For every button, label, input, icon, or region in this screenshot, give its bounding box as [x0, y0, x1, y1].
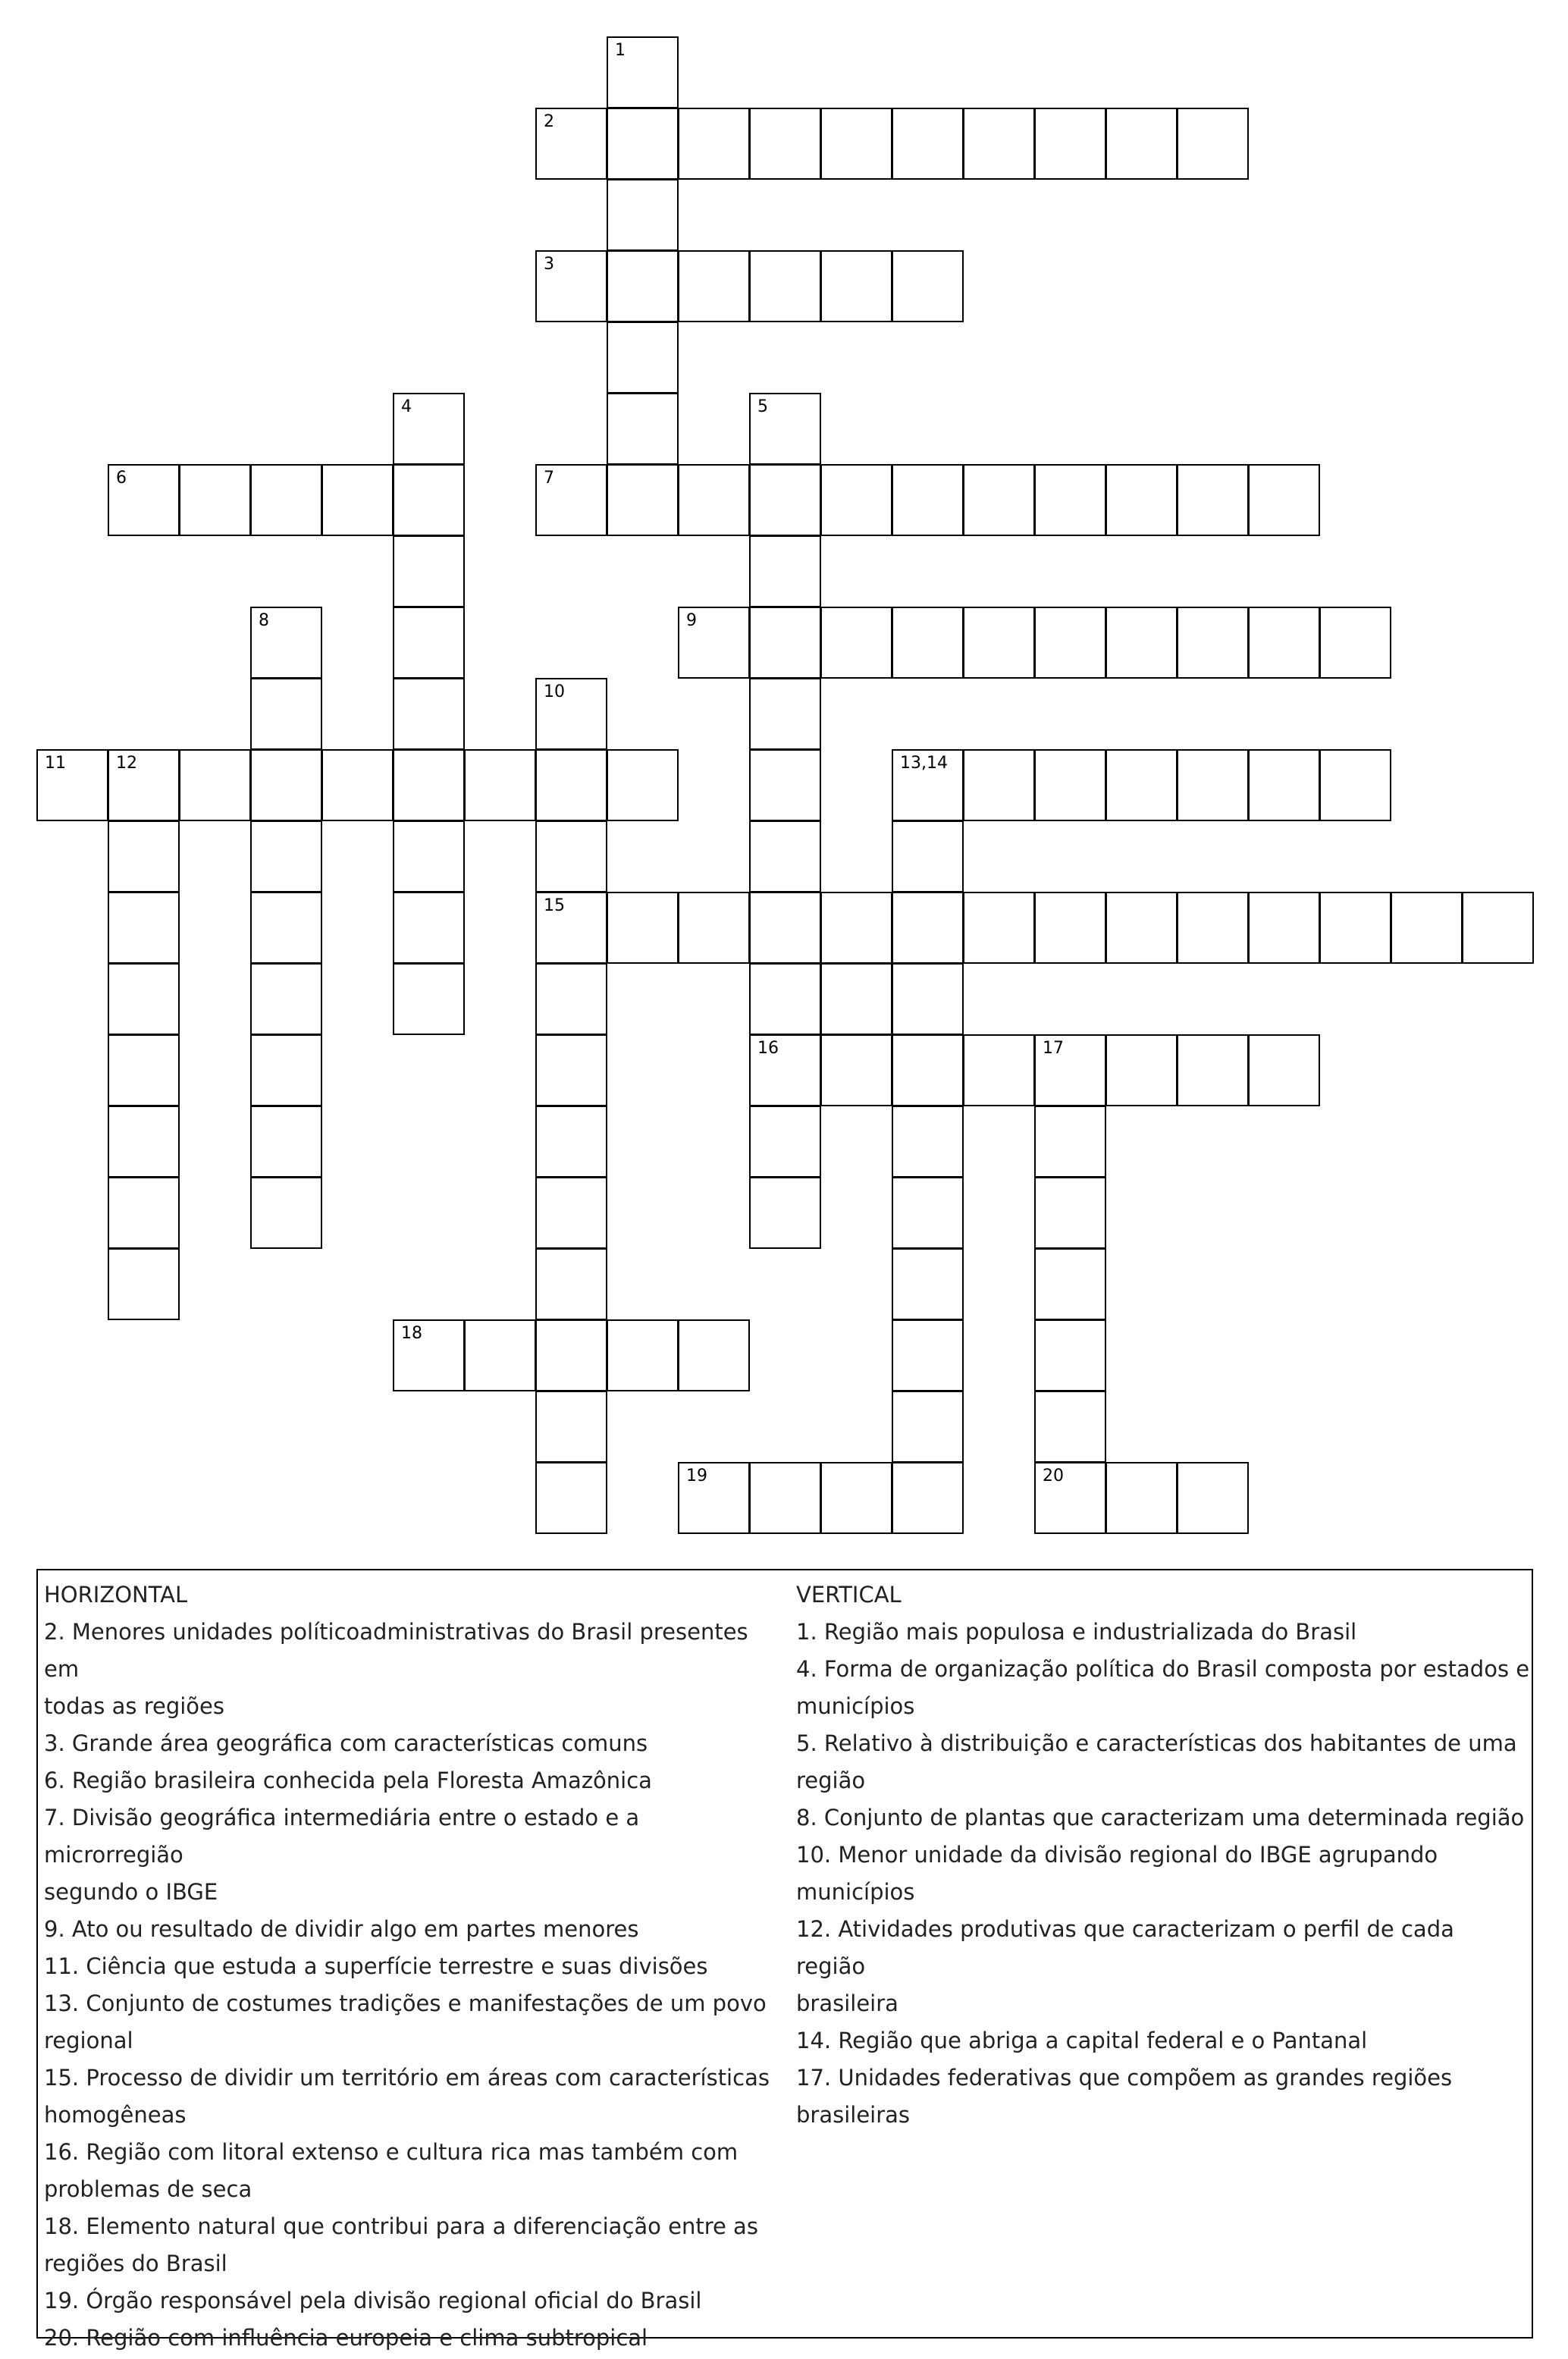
- grid-cell[interactable]: [1177, 108, 1249, 180]
- horizontal-clue-line: 11. Ciência que estuda a superfície terrestre e suas divisões: [44, 1953, 708, 1979]
- grid-cell[interactable]: [464, 749, 536, 821]
- horizontal-clue-line: todas as regiões: [44, 1693, 225, 1719]
- grid-cell[interactable]: [1105, 607, 1178, 679]
- horizontal-clue-line: problemas de seca: [44, 2176, 252, 2202]
- grid-cell[interactable]: [535, 1391, 607, 1463]
- grid-cell[interactable]: [535, 892, 607, 964]
- horizontal-clue-line: 2. Menores unidades políticoadministrativas do Brasil presentes em: [44, 1619, 748, 1682]
- grid-cell[interactable]: [820, 963, 892, 1035]
- grid-cell[interactable]: [1105, 464, 1178, 536]
- grid-cell[interactable]: [749, 108, 821, 180]
- grid-cell[interactable]: [607, 892, 679, 964]
- grid-cell[interactable]: [892, 892, 964, 964]
- grid-cell[interactable]: [820, 108, 892, 180]
- grid-cell[interactable]: [678, 464, 750, 536]
- grid-cell[interactable]: [1391, 892, 1463, 964]
- grid-cell[interactable]: [1248, 464, 1320, 536]
- grid-cell[interactable]: [1034, 1248, 1106, 1320]
- grid-cell[interactable]: [963, 607, 1035, 679]
- grid-cell[interactable]: [749, 749, 821, 821]
- horizontal-clue-line: 15. Processo de dividir um território em áreas com características: [44, 2065, 770, 2091]
- grid-cell[interactable]: [892, 1391, 964, 1463]
- grid-cell[interactable]: [1034, 464, 1106, 536]
- clue-number: 3: [544, 255, 554, 274]
- horizontal-clue-line: regiões do Brasil: [44, 2251, 227, 2276]
- grid-cell[interactable]: [607, 36, 679, 108]
- clue-number: 1: [615, 41, 626, 60]
- grid-cell[interactable]: [607, 393, 679, 465]
- grid-cell[interactable]: [321, 464, 394, 536]
- grid-cell[interactable]: [749, 250, 821, 322]
- grid-cell[interactable]: [250, 607, 322, 679]
- grid-cell[interactable]: [749, 1177, 821, 1249]
- grid-cell[interactable]: [963, 1034, 1035, 1106]
- horizontal-clue-line: homogêneas: [44, 2102, 187, 2128]
- grid-cell[interactable]: [108, 820, 180, 892]
- grid-cell[interactable]: [1319, 749, 1391, 821]
- grid-cell[interactable]: [464, 1319, 536, 1391]
- clue-number: 13,14: [900, 754, 948, 773]
- grid-cell[interactable]: [607, 464, 679, 536]
- clue-number: 11: [45, 754, 66, 773]
- grid-cell[interactable]: [678, 607, 750, 679]
- grid-cell[interactable]: [535, 250, 607, 322]
- grid-cell[interactable]: [108, 749, 180, 821]
- grid-cell[interactable]: [1105, 1034, 1178, 1106]
- grid-cell[interactable]: [535, 749, 607, 821]
- grid-cell[interactable]: [250, 1034, 322, 1106]
- grid-cell[interactable]: [678, 1319, 750, 1391]
- grid-cell[interactable]: [892, 963, 964, 1035]
- clue-number: 18: [401, 1324, 422, 1343]
- horizontal-clue-line: 16. Região com litoral extenso e cultura rica mas também com: [44, 2139, 739, 2165]
- grid-cell[interactable]: [607, 749, 679, 821]
- grid-cell[interactable]: [749, 1034, 821, 1106]
- grid-cell[interactable]: [1177, 464, 1249, 536]
- grid-cell[interactable]: [678, 1462, 750, 1534]
- grid-cell[interactable]: [892, 1106, 964, 1178]
- grid-cell[interactable]: [535, 1248, 607, 1320]
- grid-cell[interactable]: [749, 1106, 821, 1178]
- clue-number: 2: [544, 112, 554, 131]
- grid-cell[interactable]: [892, 464, 964, 536]
- horizontal-clue-line: 7. Divisão geográfica intermediária entre o estado e a microrregião: [44, 1805, 640, 1868]
- grid-cell[interactable]: [1319, 892, 1391, 964]
- grid-cell[interactable]: [963, 892, 1035, 964]
- grid-cell[interactable]: [535, 1462, 607, 1534]
- grid-cell[interactable]: [108, 892, 180, 964]
- grid-cell[interactable]: [892, 820, 964, 892]
- vertical-clue-list: [796, 1614, 1530, 2134]
- grid-cell[interactable]: [749, 820, 821, 892]
- grid-cell[interactable]: [535, 1319, 607, 1391]
- grid-cell[interactable]: [749, 1462, 821, 1534]
- grid-cell[interactable]: [250, 963, 322, 1035]
- grid-cell[interactable]: [393, 1319, 465, 1391]
- grid-cell[interactable]: [1105, 892, 1178, 964]
- clue-number: 5: [757, 397, 768, 416]
- grid-cell[interactable]: [250, 820, 322, 892]
- grid-cell[interactable]: [321, 749, 394, 821]
- grid-cell[interactable]: [250, 892, 322, 964]
- grid-cell[interactable]: [607, 322, 679, 394]
- grid-cell[interactable]: [892, 749, 964, 821]
- horizontal-clue-line: 3. Grande área geográfica com características comuns: [44, 1730, 648, 1756]
- grid-cell[interactable]: [749, 892, 821, 964]
- clue-number: 20: [1043, 1467, 1064, 1485]
- vertical-clue-line: municípios: [796, 1693, 915, 1719]
- clues-box: [36, 1569, 1533, 2351]
- grid-cell[interactable]: [535, 1177, 607, 1249]
- clue-number: 6: [116, 469, 127, 488]
- grid-cell[interactable]: [607, 179, 679, 251]
- vertical-clue-line: 1. Região mais populosa e industrializada do Brasil: [796, 1619, 1357, 1645]
- grid-cell[interactable]: [179, 464, 251, 536]
- grid-cell[interactable]: [1034, 1034, 1106, 1106]
- vertical-clue-line: 10. Menor unidade da divisão regional do IBGE agrupando municípios: [796, 1842, 1438, 1905]
- grid-cell[interactable]: [678, 250, 750, 322]
- grid-cell[interactable]: [749, 393, 821, 465]
- vertical-clue-line: 17. Unidades federativas que compõem as grandes regiões brasileiras: [796, 2065, 1453, 2128]
- grid-cell[interactable]: [108, 464, 180, 536]
- grid-cell[interactable]: [749, 535, 821, 607]
- grid-cell[interactable]: [749, 678, 821, 750]
- grid-cell[interactable]: [749, 963, 821, 1035]
- grid-cell[interactable]: [108, 1106, 180, 1178]
- grid-cell[interactable]: [820, 1034, 892, 1106]
- grid-cell[interactable]: [1248, 1034, 1320, 1106]
- grid-cell[interactable]: [250, 1106, 322, 1178]
- grid-cell[interactable]: [179, 749, 251, 821]
- grid-cell[interactable]: [393, 464, 465, 536]
- horizontal-clue-line: 18. Elemento natural que contribui para a diferenciação entre as: [44, 2213, 758, 2239]
- horizontal-clue-list: [44, 1614, 772, 2357]
- vertical-clues-column: [796, 1570, 1530, 2134]
- clue-number: 8: [259, 611, 269, 630]
- clue-number: 15: [544, 896, 565, 915]
- vertical-clue-line: 5. Relativo à distribuição e características dos habitantes de uma região: [796, 1730, 1517, 1793]
- grid-cell[interactable]: [250, 464, 322, 536]
- grid-cell[interactable]: [108, 1034, 180, 1106]
- grid-cell[interactable]: [820, 464, 892, 536]
- grid-cell[interactable]: [892, 607, 964, 679]
- grid-cell[interactable]: [678, 108, 750, 180]
- grid-cell[interactable]: [607, 250, 679, 322]
- grid-cell[interactable]: [749, 607, 821, 679]
- grid-cell[interactable]: [1105, 1462, 1178, 1534]
- grid-cell[interactable]: [1034, 607, 1106, 679]
- grid-cell[interactable]: [1248, 749, 1320, 821]
- grid-cell[interactable]: [393, 393, 465, 465]
- grid-cell[interactable]: [393, 749, 465, 821]
- grid-cell[interactable]: [535, 963, 607, 1035]
- grid-cell[interactable]: [1105, 749, 1178, 821]
- grid-cell[interactable]: [535, 108, 607, 180]
- vertical-clue-line: 14. Região que abriga a capital federal e o Pantanal: [796, 2028, 1368, 2053]
- grid-cell[interactable]: [393, 820, 465, 892]
- grid-cell[interactable]: [1034, 892, 1106, 964]
- grid-cell[interactable]: [607, 108, 679, 180]
- grid-cell[interactable]: [892, 1248, 964, 1320]
- grid-cell[interactable]: [108, 1177, 180, 1249]
- grid-cell[interactable]: [1248, 607, 1320, 679]
- grid-cell[interactable]: [963, 749, 1035, 821]
- horizontal-clue-line: 9. Ato ou resultado de dividir algo em partes menores: [44, 1916, 639, 1942]
- grid-cell[interactable]: [393, 535, 465, 607]
- grid-cell[interactable]: [1034, 1391, 1106, 1463]
- grid-cell[interactable]: [1177, 749, 1249, 821]
- grid-cell[interactable]: [535, 1034, 607, 1106]
- clue-number: 9: [686, 611, 697, 630]
- horizontal-clue-line: 19. Órgão responsável pela divisão regional oficial do Brasil: [44, 2288, 702, 2314]
- grid-cell[interactable]: [1034, 749, 1106, 821]
- grid-cell[interactable]: [250, 1177, 322, 1249]
- grid-cell[interactable]: [1462, 892, 1534, 964]
- horizontal-clue-line: segundo o IBGE: [44, 1879, 218, 1905]
- grid-cell[interactable]: [1034, 1462, 1106, 1534]
- vertical-clue-line: brasileira: [796, 1990, 898, 2016]
- grid-cell[interactable]: [393, 892, 465, 964]
- grid-cell[interactable]: [892, 250, 964, 322]
- grid-cell[interactable]: [108, 963, 180, 1035]
- grid-cell[interactable]: [393, 607, 465, 679]
- grid-cell[interactable]: [963, 108, 1035, 180]
- grid-cell[interactable]: [1177, 607, 1249, 679]
- vertical-clue-line: 4. Forma de organização política do Brasil composta por estados e: [796, 1656, 1530, 1682]
- vertical-clue-line: 12. Atividades produtivas que caracterizam o perfil de cada região: [796, 1916, 1454, 1979]
- grid-cell[interactable]: [678, 892, 750, 964]
- grid-cell[interactable]: [535, 678, 607, 750]
- vertical-clue-line: 8. Conjunto de plantas que caracterizam uma determinada região: [796, 1805, 1525, 1830]
- grid-cell[interactable]: [250, 678, 322, 750]
- grid-cell[interactable]: [1177, 1034, 1249, 1106]
- grid-cell[interactable]: [1319, 607, 1391, 679]
- clue-number: 4: [401, 397, 412, 416]
- horizontal-clue-line: 20. Região com influência europeia e clima subtropical: [44, 2325, 648, 2351]
- horizontal-clue-line: regional: [44, 2028, 133, 2053]
- grid-cell[interactable]: [1105, 108, 1178, 180]
- grid-cell[interactable]: [535, 1106, 607, 1178]
- horizontal-clues-column: [44, 1570, 772, 2357]
- clue-number: 10: [544, 682, 565, 701]
- grid-cell[interactable]: [393, 963, 465, 1035]
- grid-cell[interactable]: [892, 1177, 964, 1249]
- grid-cell[interactable]: [393, 678, 465, 750]
- grid-cell[interactable]: [892, 1034, 964, 1106]
- clue-number: 12: [116, 754, 137, 773]
- grid-cell[interactable]: [535, 464, 607, 536]
- grid-cell[interactable]: [820, 892, 892, 964]
- vertical-heading: VERTICAL: [796, 1582, 902, 1608]
- grid-cell[interactable]: [1034, 1106, 1106, 1178]
- grid-cell[interactable]: [820, 250, 892, 322]
- grid-cell[interactable]: [607, 1319, 679, 1391]
- grid-cell[interactable]: [963, 464, 1035, 536]
- horizontal-clue-line: 6. Região brasileira conhecida pela Floresta Amazônica: [44, 1768, 652, 1793]
- clue-number: 17: [1043, 1039, 1064, 1058]
- horizontal-clue-line: 13. Conjunto de costumes tradições e manifestações de um povo: [44, 1990, 767, 2016]
- grid-cell[interactable]: [1034, 1319, 1106, 1391]
- grid-cell[interactable]: [1248, 892, 1320, 964]
- grid-cell[interactable]: [820, 1462, 892, 1534]
- grid-cell[interactable]: [820, 607, 892, 679]
- grid-cell[interactable]: [36, 749, 108, 821]
- clue-number: 16: [757, 1039, 779, 1058]
- grid-cell[interactable]: [749, 464, 821, 536]
- grid-cell[interactable]: [892, 1462, 964, 1534]
- grid-cell[interactable]: [108, 1248, 180, 1320]
- grid-cell[interactable]: [892, 1319, 964, 1391]
- grid-cell[interactable]: [535, 820, 607, 892]
- clue-number: 7: [544, 469, 554, 488]
- clue-number: 19: [686, 1467, 707, 1485]
- grid-cell[interactable]: [250, 749, 322, 821]
- grid-cell[interactable]: [892, 108, 964, 180]
- grid-cell[interactable]: [1034, 1177, 1106, 1249]
- horizontal-heading: HORIZONTAL: [44, 1582, 188, 1608]
- grid-cell[interactable]: [1034, 108, 1106, 180]
- grid-cell[interactable]: [1177, 1462, 1249, 1534]
- grid-cell[interactable]: [1177, 892, 1249, 964]
